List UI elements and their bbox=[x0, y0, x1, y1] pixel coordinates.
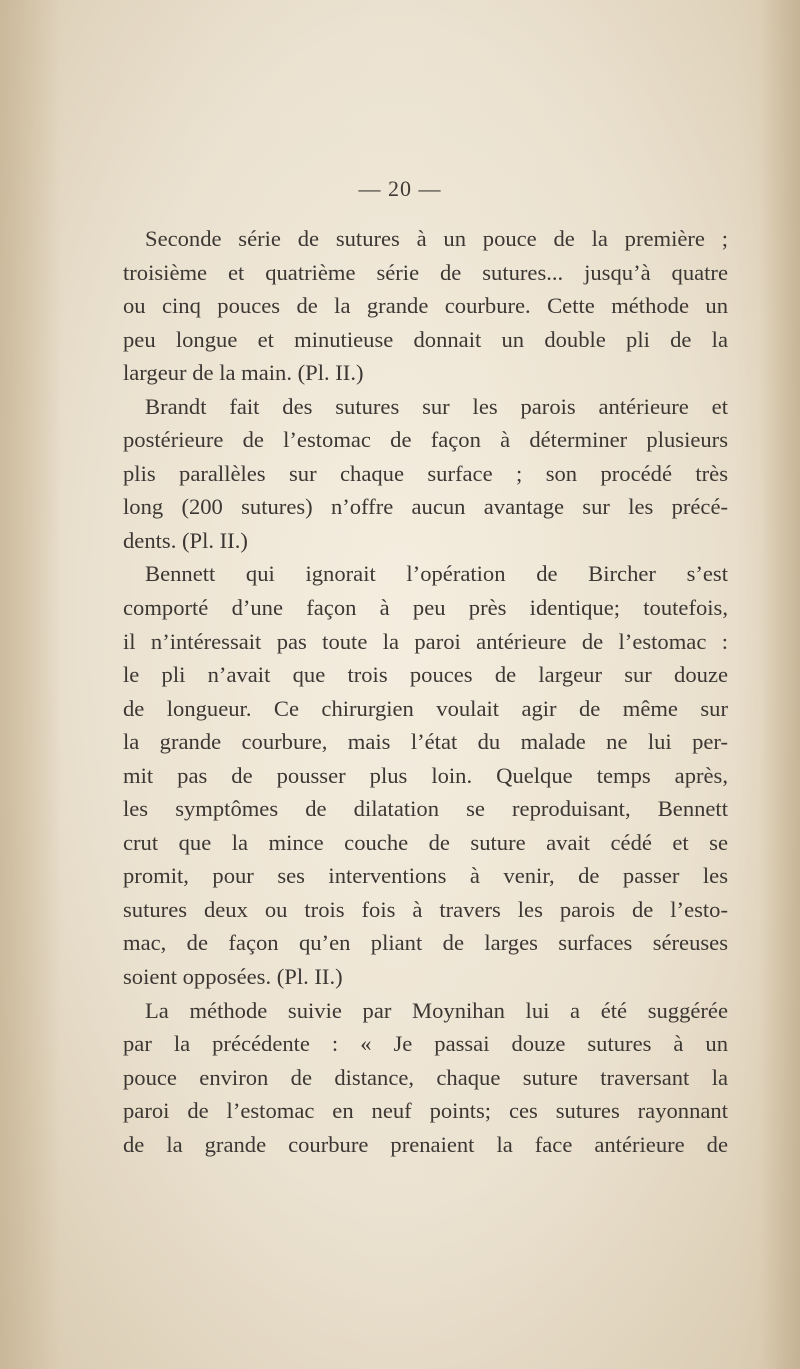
text-line: le pli n’avait que trois pouces de largeur sur douze bbox=[123, 662, 728, 688]
text-line: de la grande courbure prenaient la face antérieure de bbox=[123, 1131, 728, 1157]
text-line: postérieure de l’estomac de façon à déterminer plusieurs bbox=[123, 427, 728, 453]
text-line: sutures deux ou trois fois à travers les parois de l’esto- bbox=[123, 896, 728, 922]
text-line: Bennett qui ignorait l’opération de Bircher s’est bbox=[145, 561, 728, 587]
text-line: il n’intéressait pas toute la paroi antérieure de l’estomac : bbox=[123, 628, 728, 654]
text-line: de longueur. Ce chirurgien voulait agir de même sur bbox=[123, 695, 728, 721]
text-line: mit pas de pousser plus loin. Quelque temps après, bbox=[123, 762, 728, 788]
text-line: paroi de l’estomac en neuf points; ces sutures rayonnant bbox=[123, 1098, 728, 1124]
text-line: ou cinq pouces de la grande courbure. Cette méthode un bbox=[123, 293, 728, 319]
text-line: mac, de façon qu’en pliant de larges surfaces séreuses bbox=[123, 930, 728, 956]
text-line: soient opposées. (Pl. II.) bbox=[123, 964, 343, 990]
text-line: troisième et quatrième série de sutures... jusqu’à quatre bbox=[123, 259, 728, 285]
page-number: — 20 — bbox=[358, 176, 442, 201]
text-line: la grande courbure, mais l’état du malade ne lui per- bbox=[123, 729, 728, 755]
body-text bbox=[123, 222, 728, 1161]
page-shadow-right bbox=[760, 0, 800, 1369]
text-line: comporté d’une façon à peu près identique; toutefois, bbox=[123, 595, 728, 621]
text-line: Seconde série de sutures à un pouce de la première ; bbox=[145, 226, 728, 251]
text-line: par la précédente : « Je passai douze sutures à un bbox=[123, 1031, 728, 1057]
text-line: long (200 sutures) n’offre aucun avantage sur les précé- bbox=[123, 494, 728, 520]
text-line: dents. (Pl. II.) bbox=[123, 527, 248, 553]
page-shadow-left bbox=[0, 0, 60, 1369]
text-line: plis parallèles sur chaque surface ; son procédé très bbox=[123, 460, 728, 486]
text-line: les symptômes de dilatation se reproduisant, Bennett bbox=[123, 796, 728, 822]
text-line: crut que la mince couche de suture avait cédé et se bbox=[123, 829, 728, 855]
text-line: La méthode suivie par Moynihan lui a été suggérée bbox=[145, 997, 728, 1023]
text-line: pouce environ de distance, chaque suture traversant la bbox=[123, 1064, 728, 1090]
text-line: largeur de la main. (Pl. II.) bbox=[123, 360, 364, 386]
text-line: Brandt fait des sutures sur les parois antérieure et bbox=[145, 393, 728, 419]
text-line: promit, pour ses interventions à venir, de passer les bbox=[123, 863, 728, 889]
text-line: peu longue et minutieuse donnait un double pli de la bbox=[123, 326, 728, 352]
